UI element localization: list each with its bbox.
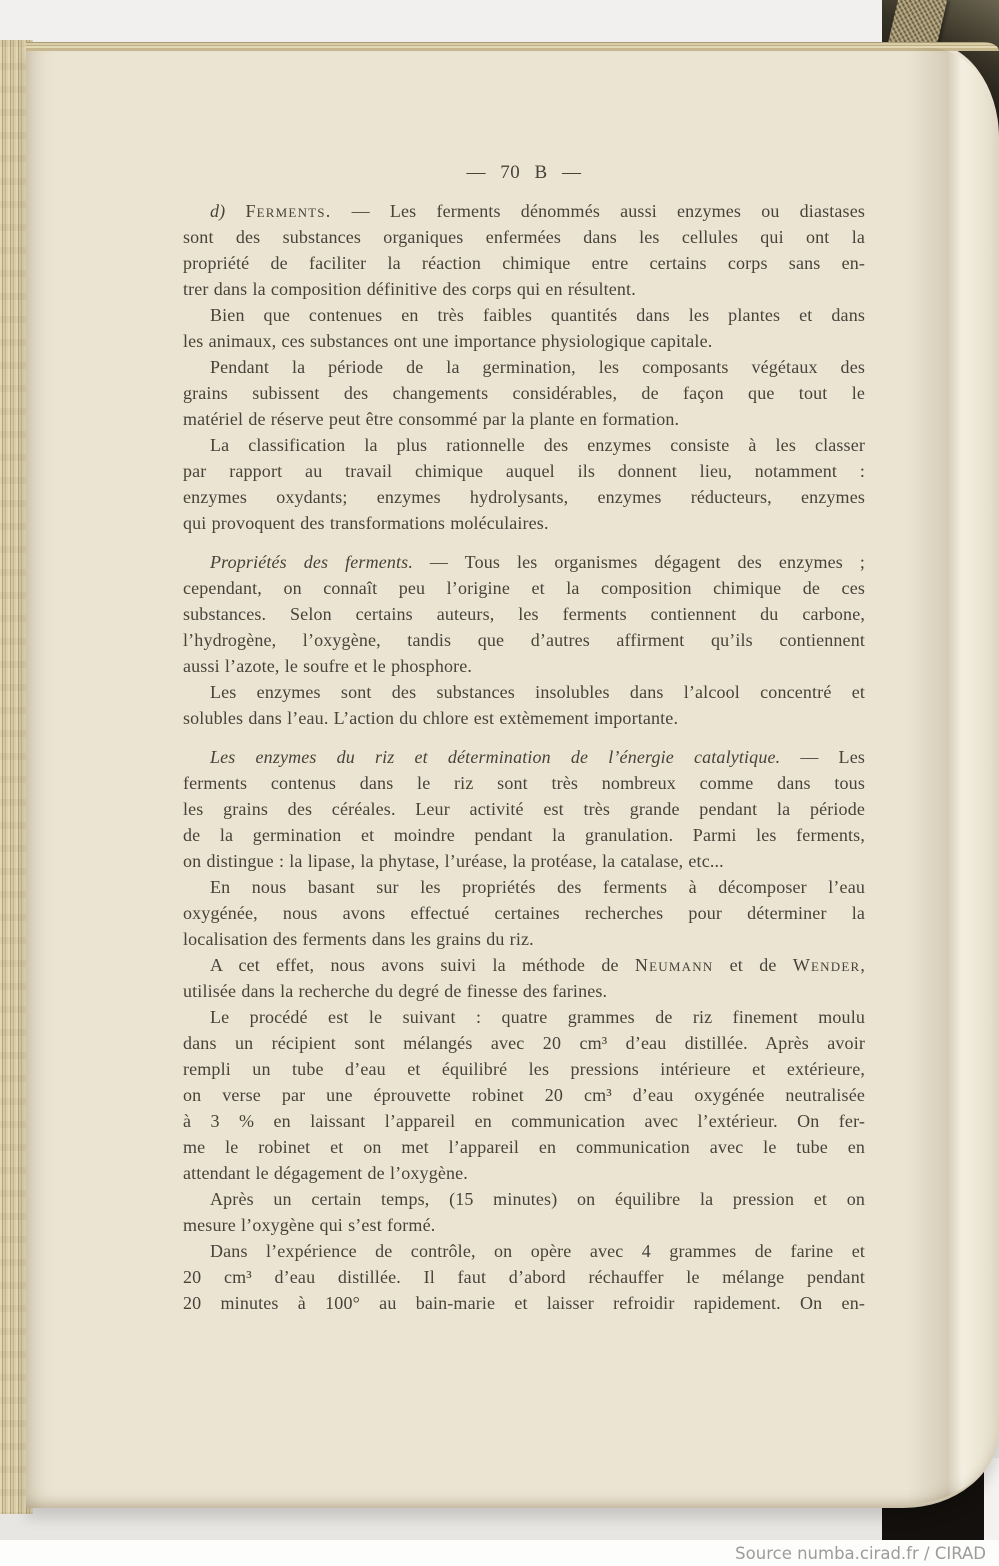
text-segment: La classification la plus rationnelle des enzymes consiste à les classer	[210, 435, 865, 455]
text-segment: Les enzymes du riz et détermination de l’énergie catalytique.	[210, 747, 781, 767]
text-line	[183, 354, 865, 380]
text-segment: Wender	[792, 955, 861, 975]
text-line	[183, 874, 865, 900]
text-segment: utilisée dans la recherche du degré de finesse des farines.	[183, 981, 608, 1001]
text-line	[183, 1108, 865, 1134]
text-column	[183, 198, 865, 1316]
paragraph	[183, 1004, 865, 1186]
source-attribution-bar	[0, 1540, 999, 1566]
text-segment: à 3 % en laissant l’appareil en communication avec l’extérieur. On fer-	[183, 1111, 865, 1131]
text-segment: oxygénée, nous avons effectué certaines recherches pour déterminer la	[183, 903, 865, 923]
page-top-edge	[26, 42, 999, 51]
text-segment: d)	[210, 201, 246, 221]
text-line	[183, 432, 865, 458]
text-segment: qui provoquent des transformations moléculaires.	[183, 513, 549, 533]
text-line	[183, 822, 865, 848]
text-segment: Ferments.	[245, 201, 332, 221]
paragraph	[183, 302, 865, 354]
scanner-strip-bottom-right	[984, 1458, 999, 1540]
text-segment: Bien que contenues en très faibles quantités dans les plantes et dans	[210, 305, 865, 325]
text-line	[183, 848, 865, 874]
paragraph	[183, 354, 865, 432]
text-segment: En nous basant sur les propriétés des ferments à décomposer l’eau	[210, 877, 865, 897]
text-line	[183, 601, 865, 627]
text-line	[183, 1160, 865, 1186]
book-page	[26, 42, 999, 1508]
text-line	[183, 549, 865, 575]
text-segment: et de	[713, 955, 793, 975]
text-segment: dans un récipient sont mélangés avec 20 cm³ d’eau distillée. Après avoir	[183, 1033, 865, 1053]
text-line	[183, 1212, 865, 1238]
text-segment: les grains des céréales. Leur activité est très grande pendant la période	[183, 799, 865, 819]
text-segment: sont des substances organiques enfermées dans les cellules qui ont la	[183, 227, 865, 247]
text-segment: — Les	[780, 747, 865, 767]
text-line	[183, 1030, 865, 1056]
page-number: — 70 B —	[466, 162, 582, 183]
text-line	[183, 952, 865, 978]
text-line	[183, 900, 865, 926]
text-segment: Pendant la période de la germination, les composants végétaux des	[210, 357, 865, 377]
text-segment: par rapport au travail chimique auquel ils donnent lieu, notamment :	[183, 461, 865, 481]
text-line	[183, 1290, 865, 1316]
text-line	[183, 575, 865, 601]
text-segment: on distingue : la lipase, la phytase, l’uréase, la protéase, la catalase, etc...	[183, 851, 724, 871]
text-segment: — Les ferments dénommés aussi enzymes ou diastases	[331, 201, 865, 221]
text-segment: Neumann	[634, 955, 714, 975]
text-line	[183, 770, 865, 796]
text-line	[183, 627, 865, 653]
text-segment: 20 cm³ d’eau distillée. Il faut d’abord réchauffer le mélange pendant	[183, 1267, 865, 1287]
text-segment: Dans l’expérience de contrôle, on opère avec 4 grammes de farine et	[210, 1241, 865, 1261]
text-line	[183, 1004, 865, 1030]
text-segment: de la germination et moindre pendant la granulation. Parmi les ferments,	[183, 825, 865, 845]
text-segment: rempli un tube d’eau et équilibré les pressions intérieure et extérieure,	[183, 1059, 865, 1079]
text-line	[183, 198, 865, 224]
text-line	[183, 276, 865, 302]
text-segment: localisation des ferments dans les grains du riz.	[183, 929, 534, 949]
text-line	[183, 380, 865, 406]
paragraph	[183, 198, 865, 302]
text-segment: propriété de faciliter la réaction chimique entre certains corps sans en-	[183, 253, 865, 273]
text-segment: mesure l’oxygène qui s’est formé.	[183, 1215, 436, 1235]
text-line	[183, 744, 865, 770]
text-line	[183, 926, 865, 952]
paragraph	[183, 1238, 865, 1316]
text-line	[183, 1056, 865, 1082]
text-line	[183, 302, 865, 328]
paragraph	[183, 432, 865, 536]
text-segment: 20 minutes à 100° au bain-marie et laisser refroidir rapidement. On en-	[183, 1293, 865, 1313]
text-line	[183, 1082, 865, 1108]
text-segment: enzymes oxydants; enzymes hydrolysants, enzymes réducteurs, enzymes	[183, 487, 865, 507]
text-segment: aussi l’azote, le soufre et le phosphore.	[183, 656, 473, 676]
paragraph	[183, 679, 865, 731]
paragraph	[183, 744, 865, 874]
page-right-curve-shading	[907, 48, 999, 1504]
text-line	[183, 250, 865, 276]
text-segment: attendant le dégagement de l’oxygène.	[183, 1163, 468, 1183]
text-segment: solubles dans l’eau. L’action du chlore est extèmement importante.	[183, 708, 679, 728]
text-segment: Les enzymes sont des substances insolubles dans l’alcool concentré et	[210, 682, 865, 702]
text-segment: grains subissent des changements considérables, de façon que tout le	[183, 383, 865, 403]
paragraph	[183, 874, 865, 952]
text-line	[183, 510, 865, 536]
text-line	[183, 484, 865, 510]
text-line	[183, 705, 865, 731]
text-line	[183, 978, 865, 1004]
source-attribution-text: Source numba.cirad.fr / CIRAD	[735, 1543, 986, 1563]
text-line	[183, 653, 865, 679]
text-segment: me le robinet et on met l’appareil en communication avec le tube en	[183, 1137, 865, 1157]
text-line	[183, 679, 865, 705]
text-line	[183, 406, 865, 432]
text-segment: matériel de réserve peut être consommé par la plante en formation.	[183, 409, 680, 429]
text-line	[183, 1134, 865, 1160]
text-line	[183, 796, 865, 822]
text-segment: trer dans la composition définitive des corps qui en résultent.	[183, 279, 636, 299]
text-segment: ferments contenus dans le riz sont très nombreux comme dans tous	[183, 773, 865, 793]
text-line	[183, 224, 865, 250]
text-segment: on verse par une éprouvette robinet 20 cm³ d’eau oxygénée neutralisée	[183, 1085, 865, 1105]
text-segment: l’hydrogène, l’oxygène, tandis que d’autres affirment qu’ils contiennent	[183, 630, 865, 650]
paragraph	[183, 549, 865, 679]
text-line	[183, 458, 865, 484]
paragraph	[183, 952, 865, 1004]
text-line	[183, 1238, 865, 1264]
text-line	[183, 328, 865, 354]
scanner-background-top	[0, 0, 999, 44]
text-segment: Après un certain temps, (15 minutes) on équilibre la pression et on	[210, 1189, 865, 1209]
text-segment: — Tous les organismes dégagent des enzymes ;	[412, 552, 866, 572]
paragraph	[183, 1186, 865, 1238]
text-segment: substances. Selon certains auteurs, les ferments contiennent du carbone,	[183, 604, 865, 624]
text-segment: ,	[860, 955, 865, 975]
text-segment: les animaux, ces substances ont une importance physiologique capitale.	[183, 331, 713, 351]
text-line	[183, 1186, 865, 1212]
text-segment: cependant, on connaît peu l’origine et la composition chimique de ces	[183, 578, 865, 598]
text-segment: A cet effet, nous avons suivi la méthode de	[210, 955, 635, 975]
text-segment: Propriétés des ferments.	[210, 552, 413, 572]
text-segment: Le procédé est le suivant : quatre grammes de riz finement moulu	[210, 1007, 865, 1027]
text-line	[183, 1264, 865, 1290]
